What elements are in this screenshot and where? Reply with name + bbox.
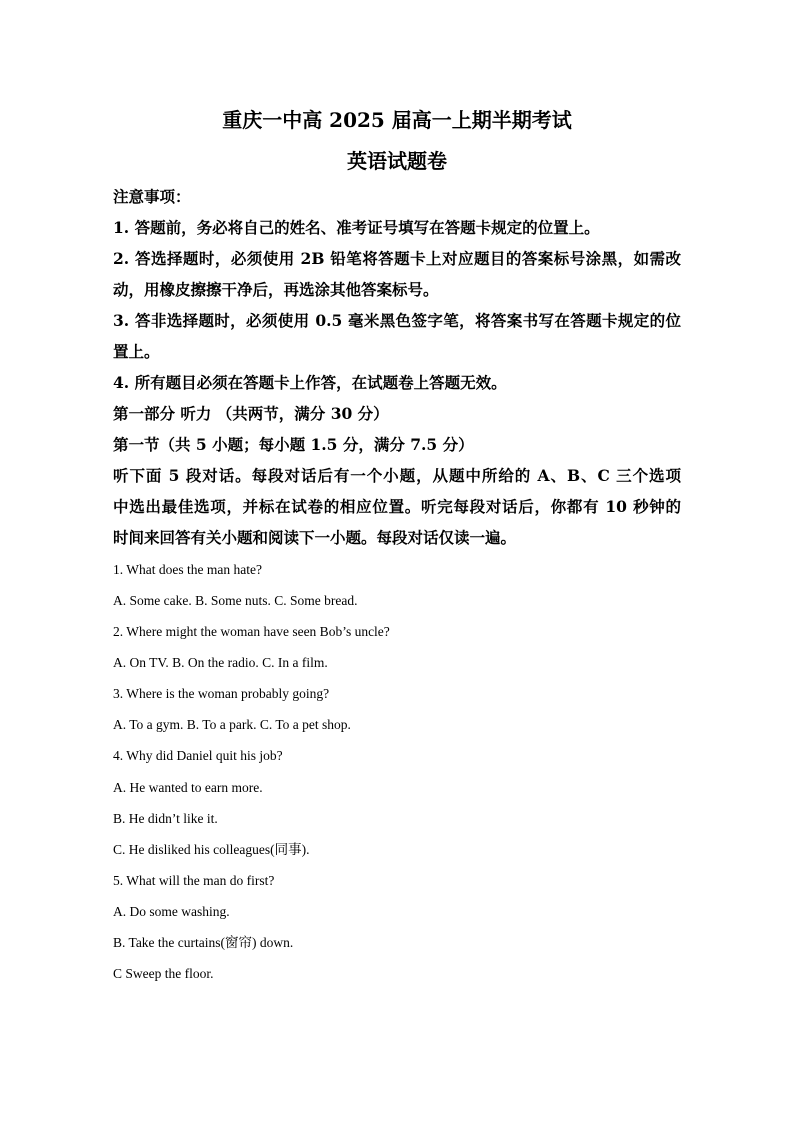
question-5: 5. What will the man do first? xyxy=(113,873,275,888)
question-1: 1. What does the man hate? xyxy=(113,562,262,577)
instructions-line-1: 听下面 5 段对话。每段对话后有一个小题，从题中所给的 A、B、C 三个选项 xyxy=(113,466,681,485)
notes-item-1: 1. 答题前，务必将自己的姓名、准考证号填写在答题卡规定的位置上。 xyxy=(113,218,600,237)
question-5-option-b: B. Take the curtains(窗帘) down. xyxy=(113,935,294,950)
question-5-option-a: A. Do some washing. xyxy=(113,904,230,919)
question-4-option-a: A. He wanted to earn more. xyxy=(113,780,263,795)
notes-heading: 注意事项： xyxy=(113,187,191,206)
question-1-options: A. Some cake. B. Some nuts. C. Some bread. xyxy=(113,593,358,608)
notes-item-3-line-1: 3. 答非选择题时，必须使用 0.5 毫米黑色签字笔，将答案书写在答题卡规定的位 xyxy=(113,311,681,330)
notes-item-4: 4. 所有题目必须在答题卡上作答，在试题卷上答题无效。 xyxy=(113,373,507,392)
section-one-heading: 第一节（共 5 小题；每小题 1.5 分，满分 7.5 分） xyxy=(113,435,474,454)
notes-item-2-line-1: 2. 答选择题时，必须使用 2B 铅笔将答题卡上对应题目的答案标号涂黑，如需改 xyxy=(113,249,681,268)
question-4: 4. Why did Daniel quit his job? xyxy=(113,748,283,763)
question-2-options: A. On TV. B. On the radio. C. In a film. xyxy=(113,655,328,670)
question-3: 3. Where is the woman probably going? xyxy=(113,686,330,701)
exam-title: 重庆一中高 2025 届高一上期半期考试 xyxy=(222,108,572,132)
question-2: 2. Where might the woman have seen Bob’s uncle? xyxy=(113,624,390,639)
notes-item-3-line-2: 置上。 xyxy=(113,342,160,361)
part-one-heading: 第一部分 听力 （共两节，满分 30 分） xyxy=(113,404,389,423)
question-4-option-c: C. He disliked his colleagues(同事). xyxy=(113,842,310,857)
instructions-line-3: 时间来回答有关小题和阅读下一小题。每段对话仅读一遍。 xyxy=(113,528,517,547)
question-5-option-c: C Sweep the floor. xyxy=(113,966,214,981)
instructions-line-2: 中选出最佳选项，并标在试卷的相应位置。听完每段对话后，你都有 10 秒钟的 xyxy=(113,497,681,516)
notes-item-2-line-2: 动，用橡皮擦擦干净后，再选涂其他答案标号。 xyxy=(113,280,439,299)
exam-subtitle: 英语试题卷 xyxy=(347,149,447,173)
question-4-option-b: B. He didn’t like it. xyxy=(113,811,218,826)
question-3-options: A. To a gym. B. To a park. C. To a pet shop. xyxy=(113,717,351,732)
